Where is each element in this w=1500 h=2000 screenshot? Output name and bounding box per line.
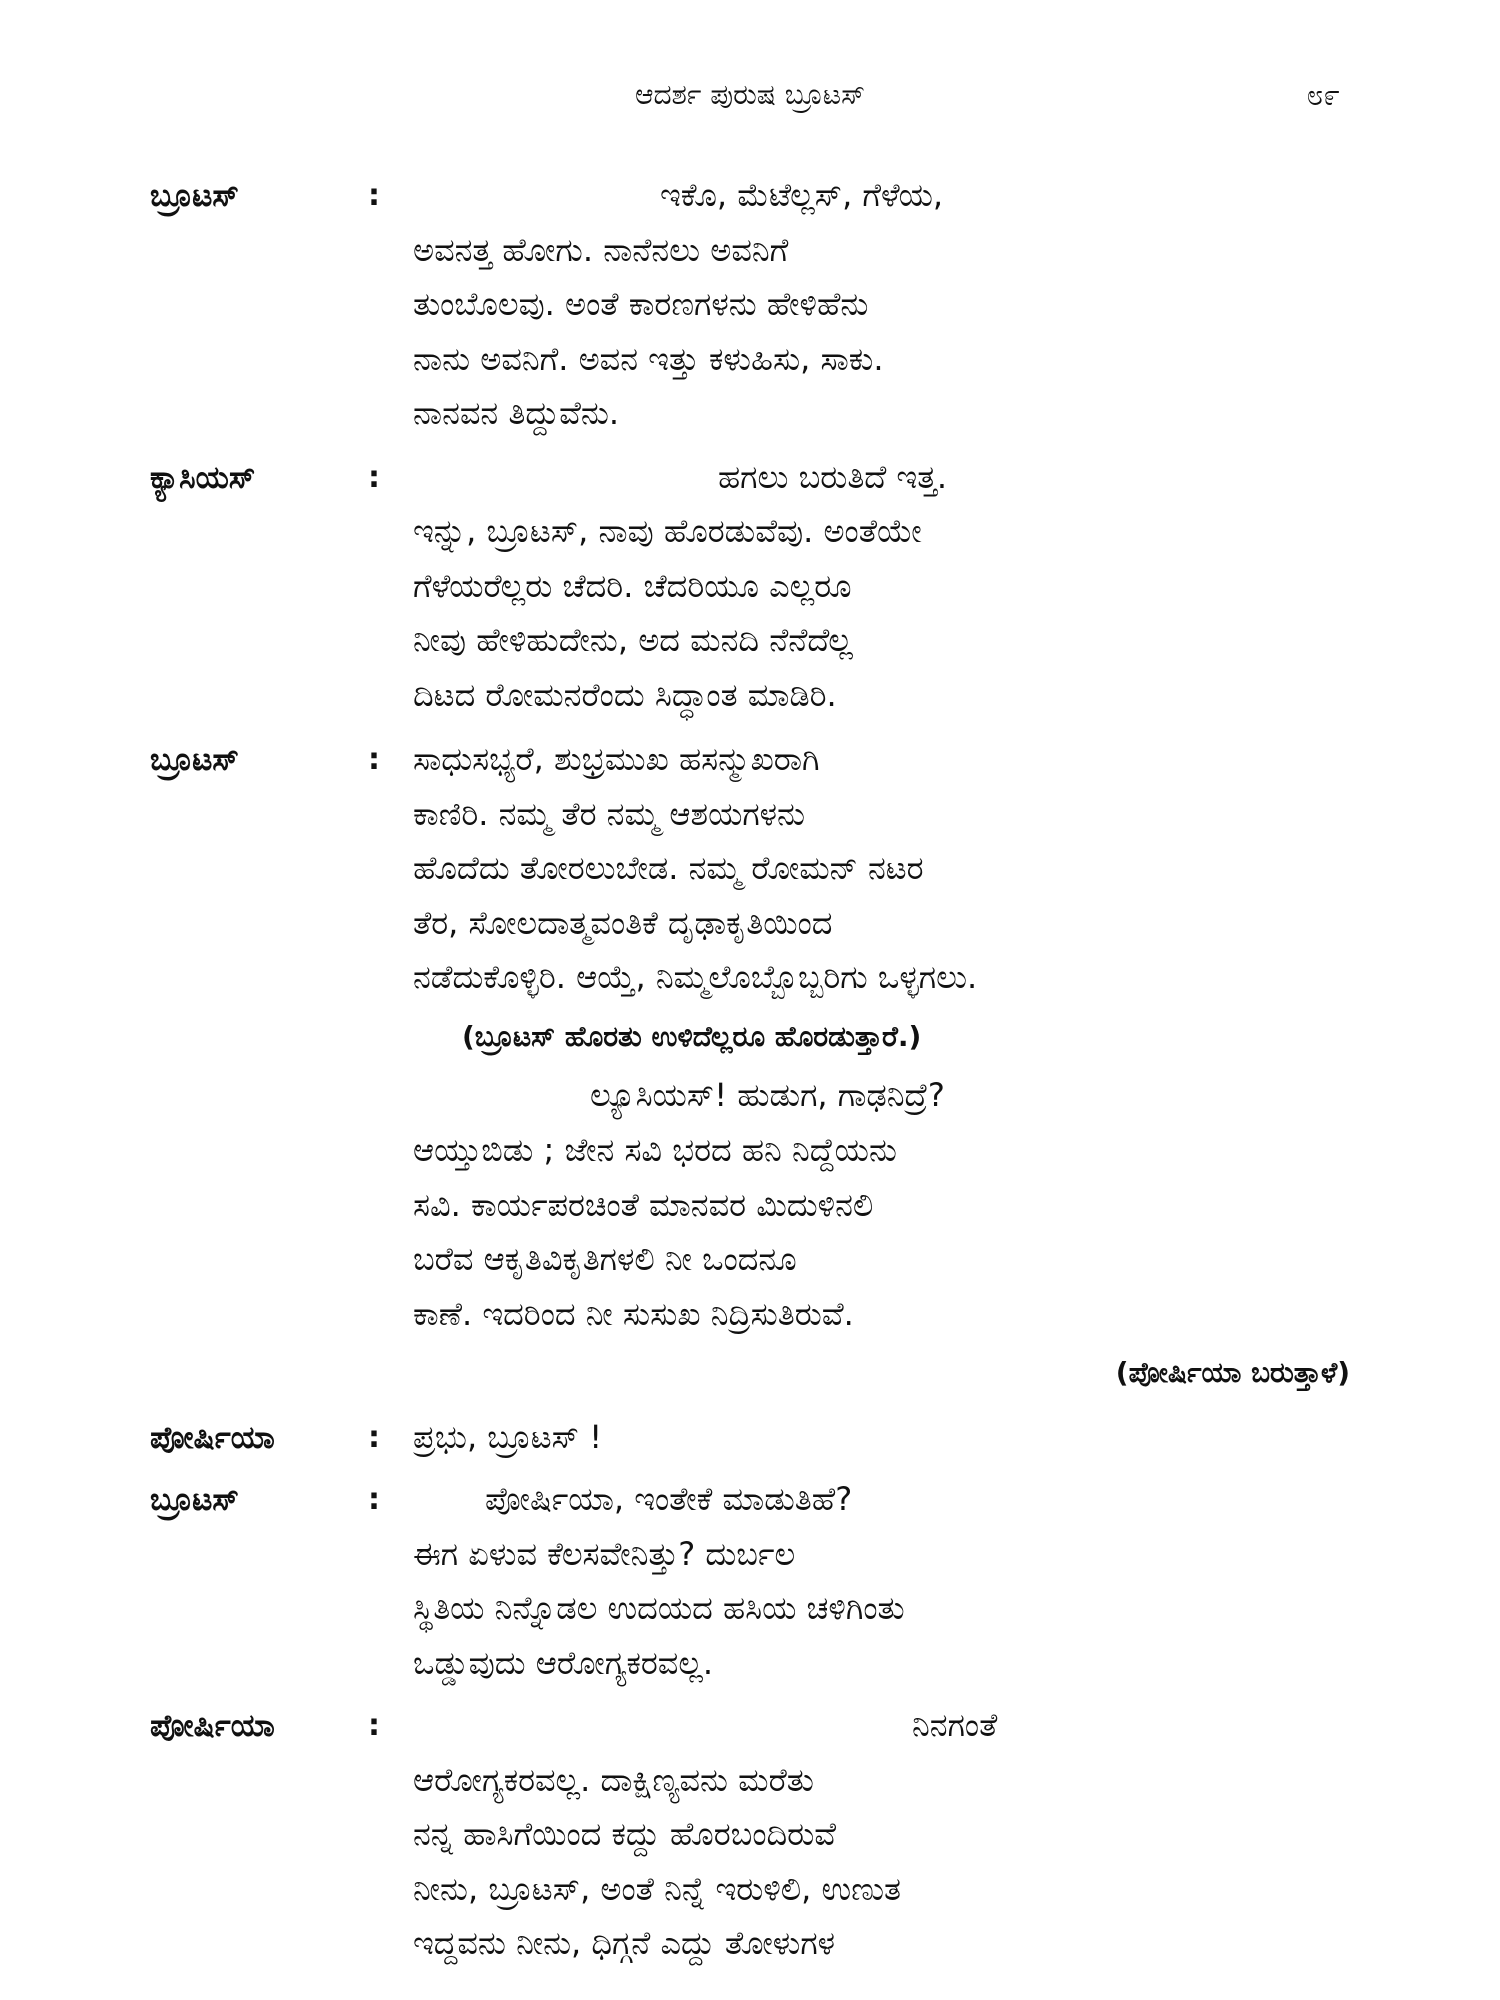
speaker-cassius: ಕ್ಯಾಸಿಯಸ್ <box>150 460 256 496</box>
verse-line: ಗೆಳೆಯರೆಲ್ಲರು ಚೆದರಿ. ಚೆದರಿಯೂ ಎಲ್ಲರೂ <box>413 567 852 605</box>
verse-line: ಸವಿ. ಕಾರ್ಯಪರಚಿಂತೆ ಮಾನವರ ಮಿದುಳಿನಲಿ <box>413 1186 874 1224</box>
verse-line: ಪ್ರಭು, ಬ್ರೂಟಸ್ ! <box>413 1418 603 1456</box>
page-number: ೮೯ <box>1306 78 1340 113</box>
speaker-colon: : <box>368 1482 380 1517</box>
verse-line: ಅವನತ್ತ ಹೋಗು. ನಾನೆನಲು ಅವನಿಗೆ <box>413 231 789 269</box>
running-header <box>0 78 1500 118</box>
verse-line: ನೀನು, ಬ್ರೂಟಸ್, ಅಂತೆ ನಿನ್ನೆ ಇರುಳಿಲಿ, ಉಣುತ <box>413 1870 901 1908</box>
speaker-brutus: ಬ್ರೂಟಸ್ <box>150 1482 239 1518</box>
verse-line: ಬರೆವ ಆಕೃತಿವಿಕೃತಿಗಳಲಿ ನೀ ಒಂದನೂ <box>413 1240 797 1278</box>
speaker-colon: : <box>368 1708 380 1743</box>
stage-direction: (ಬ್ರೂಟಸ್ ಹೊರತು ಉಳಿದೆಲ್ಲರೂ ಹೊರಡುತ್ತಾರೆ.) <box>462 1020 922 1053</box>
verse-line: ಒಡ್ಡುವುದು ಆರೋಗ್ಯಕರವಲ್ಲ. <box>413 1644 714 1682</box>
stage-direction: (ಪೋರ್ಷಿಯಾ ಬರುತ್ತಾಳೆ) <box>1115 1356 1350 1389</box>
verse-line: ನಾನವನ ತಿದ್ದುವೆನು. <box>413 394 620 432</box>
verse-line: ಪೋರ್ಷಿಯಾ, ಇಂತೇಕೆ ಮಾಡುತಿಹೆ? <box>485 1480 853 1518</box>
verse-line: ಸಾಧುಸಭ್ಯರೆ, ಶುಭ್ರಮುಖ ಹಸನ್ಮುಖರಾಗಿ <box>413 740 820 778</box>
speaker-portia: ಪೋರ್ಷಿಯಾ <box>150 1420 275 1456</box>
speaker-portia: ಪೋರ್ಷಿಯಾ <box>150 1708 275 1744</box>
verse-line: ಇದ್ದವನು ನೀನು, ಧಿಗ್ಗನೆ ಎದ್ದು ತೋಳುಗಳ <box>413 1924 836 1962</box>
verse-line: ಆರೋಗ್ಯಕರವಲ್ಲ. ದಾಕ್ಷಿಣ್ಯವನು ಮರೆತು <box>413 1761 814 1799</box>
speaker-colon: : <box>368 178 380 213</box>
verse-line: ದಿಟದ ರೋಮನರೆಂದು ಸಿದ್ಧಾಂತ ಮಾಡಿರಿ. <box>413 676 837 714</box>
verse-line: ಕಾಣೆ. ಇದರಿಂದ ನೀ ಸುಸುಖ ನಿದ್ರಿಸುತಿರುವೆ. <box>413 1295 854 1333</box>
verse-line: ತುಂಬೊಲವು. ಅಂತೆ ಕಾರಣಗಳನು ಹೇಳಿಹೆನು <box>413 285 869 323</box>
verse-line: ಸ್ಥಿತಿಯ ನಿನ್ನೊಡಲ ಉದಯದ ಹಸಿಯ ಚಳಿಗಿಂತು <box>413 1589 905 1627</box>
verse-line: ನನ್ನ ಹಾಸಿಗೆಯಿಂದ ಕದ್ದು ಹೊರಬಂದಿರುವೆ <box>413 1815 837 1853</box>
speaker-colon: : <box>368 742 380 777</box>
verse-line: ಕಾಣಿರಿ. ನಮ್ಮ ತೆರ ನಮ್ಮ ಆಶಯಗಳನು <box>413 795 806 833</box>
verse-line: ಹಗಲು ಬರುತಿದೆ ಇತ್ತ. <box>718 458 948 496</box>
verse-line: ನೀವು ಹೇಳಿಹುದೇನು, ಅದ ಮನದಿ ನೆನೆದೆಲ್ಲ <box>413 621 853 659</box>
verse-line: ನಿನಗಂತೆ <box>912 1706 998 1744</box>
speaker-colon: : <box>368 1420 380 1455</box>
header-title: ಆದರ್ಶ ಪುರುಷ ಬ್ರೂಟಸ್ <box>634 78 866 111</box>
verse-line: ಆಯ್ತುಬಿಡು ; ಜೇನ ಸವಿ ಭರದ ಹನಿ ನಿದ್ದೆಯನು <box>413 1131 897 1169</box>
verse-line: ಈಗ ಏಳುವ ಕೆಲಸವೇನಿತ್ತು? ದುರ್ಬಲ <box>413 1535 796 1573</box>
verse-line: ಇನ್ನು, ಬ್ರೂಟಸ್, ನಾವು ಹೊರಡುವೆವು. ಅಂತೆಯೇ <box>413 512 922 550</box>
verse-line: ತೆರ, ಸೋಲದಾತ್ಮವಂತಿಕೆ ದೃಢಾಕೃತಿಯಿಂದ <box>413 904 833 942</box>
speaker-brutus: ಬ್ರೂಟಸ್ <box>150 742 239 778</box>
verse-line: ಲ್ಯೂಸಿಯಸ್! ಹುಡುಗ, ಗಾಢನಿದ್ರೆ? <box>590 1076 945 1114</box>
verse-line: ನಾನು ಅವನಿಗೆ. ಅವನ ಇತ್ತು ಕಳುಹಿಸು, ಸಾಕು. <box>413 340 884 378</box>
speaker-colon: : <box>368 460 380 495</box>
verse-line: ಹೊದೆದು ತೋರಲುಬೇಡ. ನಮ್ಮ ರೋಮನ್ ನಟರ <box>413 849 924 887</box>
speaker-brutus: ಬ್ರೂಟಸ್ <box>150 178 239 214</box>
verse-line: ಇಕೊ, ಮೆಟೆಲ್ಲಸ್, ಗೆಳೆಯ, <box>660 176 944 214</box>
verse-line: ನಡೆದುಕೊಳ್ಳಿರಿ. ಆಯ್ತೆ, ನಿಮ್ಮಲೊಬ್ಬೊಬ್ಬರಿಗು ಒಳ್ಳಗಲು. <box>413 958 978 996</box>
